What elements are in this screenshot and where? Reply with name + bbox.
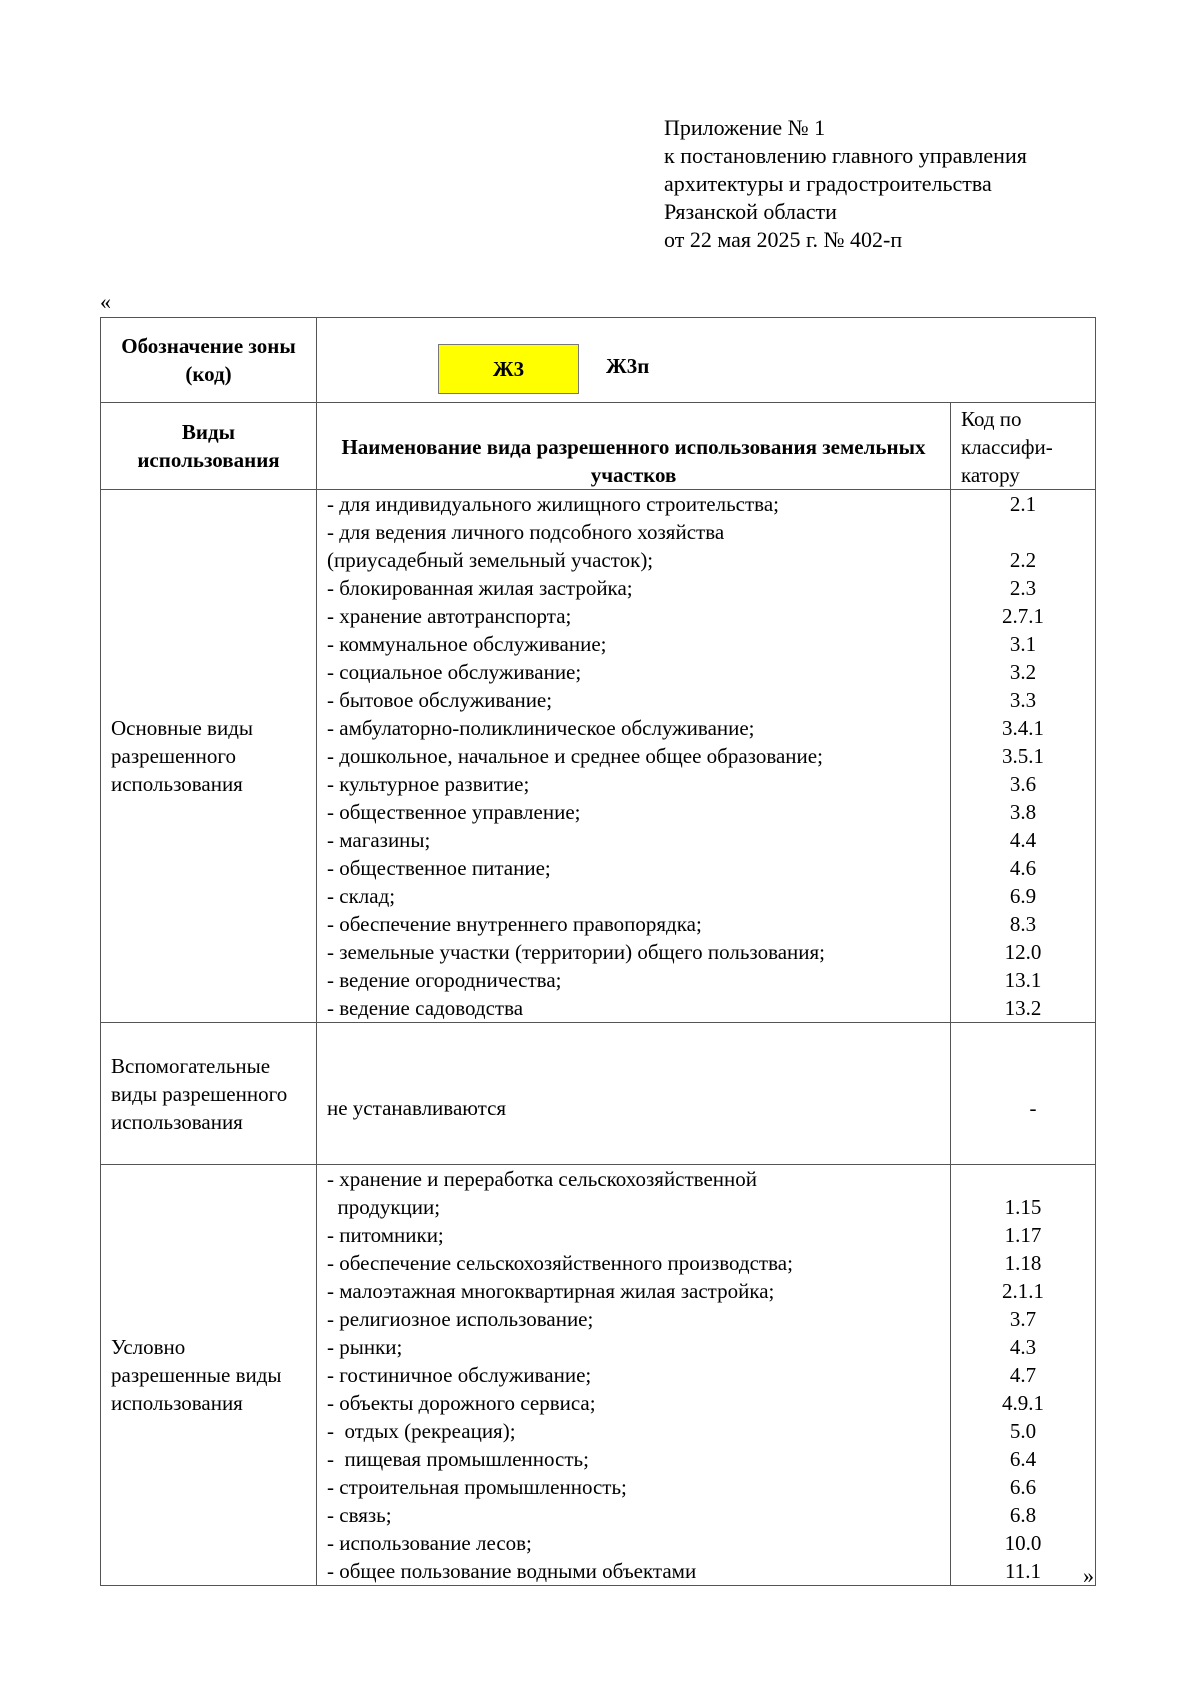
use-code <box>951 1165 1095 1193</box>
use-code: 2.1.1 <box>1002 1279 1044 1303</box>
use-item: - объекты дорожного сервиса; <box>327 1391 596 1415</box>
use-code: 3.6 <box>1009 772 1037 796</box>
header-line: архитектуры и градостроительства <box>664 171 992 196</box>
use-item: - использование лесов; <box>327 1531 532 1555</box>
use-item: - бытовое обслуживание; <box>327 688 553 712</box>
use-code: 1.18 <box>1004 1251 1042 1275</box>
use-code: 2.7.1 <box>1002 604 1044 628</box>
use-item: - социальное обслуживание; <box>327 660 582 684</box>
use-item: - хранение и переработка сельскохозяйственной <box>327 1167 758 1191</box>
use-code: 4.9.1 <box>1002 1391 1044 1415</box>
aux-uses-code: - <box>951 1023 1096 1165</box>
use-item: - земельные участки (территории) общего пользования; <box>327 940 826 964</box>
closing-quote: » <box>1083 1563 1094 1588</box>
use-code: 13.2 <box>1004 996 1042 1020</box>
use-code: 11.1 <box>1005 1559 1041 1583</box>
use-code: 3.2 <box>1009 660 1037 684</box>
header-line: Приложение № 1 <box>664 115 826 140</box>
zone-code-row <box>101 318 1096 403</box>
aux-uses-row <box>101 1023 1096 1165</box>
use-code: 6.6 <box>1009 1475 1037 1499</box>
table-header-row <box>101 403 1096 490</box>
main-uses-list <box>317 490 951 1023</box>
use-item: - коммунальное обслуживание; <box>327 632 607 656</box>
use-item: - магазины; <box>327 828 431 852</box>
aux-uses-text: не устанавливаются <box>317 1023 951 1165</box>
use-item: - дошкольное, начальное и среднее общее образование; <box>327 744 823 768</box>
main-uses-row <box>101 490 1096 1023</box>
zone-code-badge: Ж3 <box>438 344 579 394</box>
use-code: 10.0 <box>1004 1531 1042 1555</box>
conditional-uses-list <box>317 1165 951 1586</box>
use-code: 4.3 <box>1009 1335 1037 1359</box>
use-item: - общее пользование водными объектами <box>327 1559 697 1583</box>
use-code: 3.7 <box>1009 1307 1037 1331</box>
use-code: 13.1 <box>1004 968 1042 992</box>
use-code: 3.8 <box>1009 800 1037 824</box>
use-item: продукции; <box>327 1195 441 1219</box>
use-item: - отдых (рекреация); <box>327 1419 516 1443</box>
use-item: - гостиничное обслуживание; <box>327 1363 592 1387</box>
use-item: - культурное развитие; <box>327 772 530 796</box>
use-item: - общественное управление; <box>327 800 581 824</box>
use-code: 6.8 <box>1009 1503 1037 1527</box>
use-code: 2.2 <box>1009 548 1037 572</box>
use-item: - обеспечение сельскохозяйственного производства; <box>327 1251 793 1275</box>
header-line: к постановлению главного управления <box>664 143 1027 168</box>
use-code: 3.5.1 <box>1002 744 1044 768</box>
col-header-code: Код по классифи-катору <box>951 403 1096 490</box>
use-item: - блокированная жилая застройка; <box>327 576 633 600</box>
use-code: 12.0 <box>1004 940 1042 964</box>
header-line: от 22 мая 2025 г. № 402-п <box>664 227 903 252</box>
use-item: (приусадебный земельный участок); <box>327 548 654 572</box>
zone-code-alt: Ж3п <box>606 354 650 378</box>
use-code: 6.9 <box>1009 884 1037 908</box>
opening-quote: « <box>100 289 111 314</box>
use-code: 4.7 <box>1009 1363 1037 1387</box>
conditional-uses-category: Условно разрешенные виды использования <box>101 1165 317 1586</box>
use-item: - ведение садоводства <box>327 996 524 1020</box>
zone-table <box>100 317 1096 1586</box>
use-item: - амбулаторно-поликлиническое обслуживание; <box>327 716 755 740</box>
use-item: - для индивидуального жилищного строительства; <box>327 492 779 516</box>
conditional-uses-row <box>101 1165 1096 1586</box>
use-item: - связь; <box>327 1503 392 1527</box>
use-item: - строительная промышленность; <box>327 1475 627 1499</box>
use-code: 8.3 <box>1009 912 1037 936</box>
use-code <box>951 518 1095 546</box>
use-item: - малоэтажная многоквартирная жилая застройка; <box>327 1279 775 1303</box>
use-code: 3.4.1 <box>1002 716 1044 740</box>
main-uses-codes <box>951 490 1096 1023</box>
aux-uses-category: Вспомогательные виды разрешенного использования <box>101 1023 317 1165</box>
conditional-uses-codes <box>951 1165 1096 1586</box>
use-item: - для ведения личного подсобного хозяйства <box>327 520 725 544</box>
use-code: 3.1 <box>1009 632 1037 656</box>
zone-code-cell <box>317 318 1096 403</box>
use-code: 1.17 <box>1004 1223 1042 1247</box>
use-item: - религиозное использование; <box>327 1307 594 1331</box>
use-code: 1.15 <box>1004 1195 1042 1219</box>
use-code: 2.1 <box>1009 492 1037 516</box>
use-item: - склад; <box>327 884 396 908</box>
main-uses-category: Основные виды разрешенного использования <box>101 490 317 1023</box>
document-header <box>664 114 1027 254</box>
header-line: Рязанской области <box>664 199 837 224</box>
use-code: 4.4 <box>1009 828 1037 852</box>
use-code: 5.0 <box>1009 1419 1037 1443</box>
use-item: - пищевая промышленность; <box>327 1447 589 1471</box>
zone-label: Обозначение зоны (код) <box>101 318 317 403</box>
use-item: - ведение огородничества; <box>327 968 562 992</box>
use-code: 3.3 <box>1009 688 1037 712</box>
use-item: - рынки; <box>327 1335 403 1359</box>
use-code: 6.4 <box>1009 1447 1037 1471</box>
col-header-name: Наименование вида разрешенного использования земельных участков <box>317 403 951 490</box>
use-item: - питомники; <box>327 1223 444 1247</box>
use-code: 4.6 <box>1009 856 1037 880</box>
use-code: 2.3 <box>1009 576 1037 600</box>
col-header-use-types: Виды использования <box>101 403 317 490</box>
use-item: - хранение автотранспорта; <box>327 604 572 628</box>
use-item: - обеспечение внутреннего правопорядка; <box>327 912 702 936</box>
use-item: - общественное питание; <box>327 856 551 880</box>
